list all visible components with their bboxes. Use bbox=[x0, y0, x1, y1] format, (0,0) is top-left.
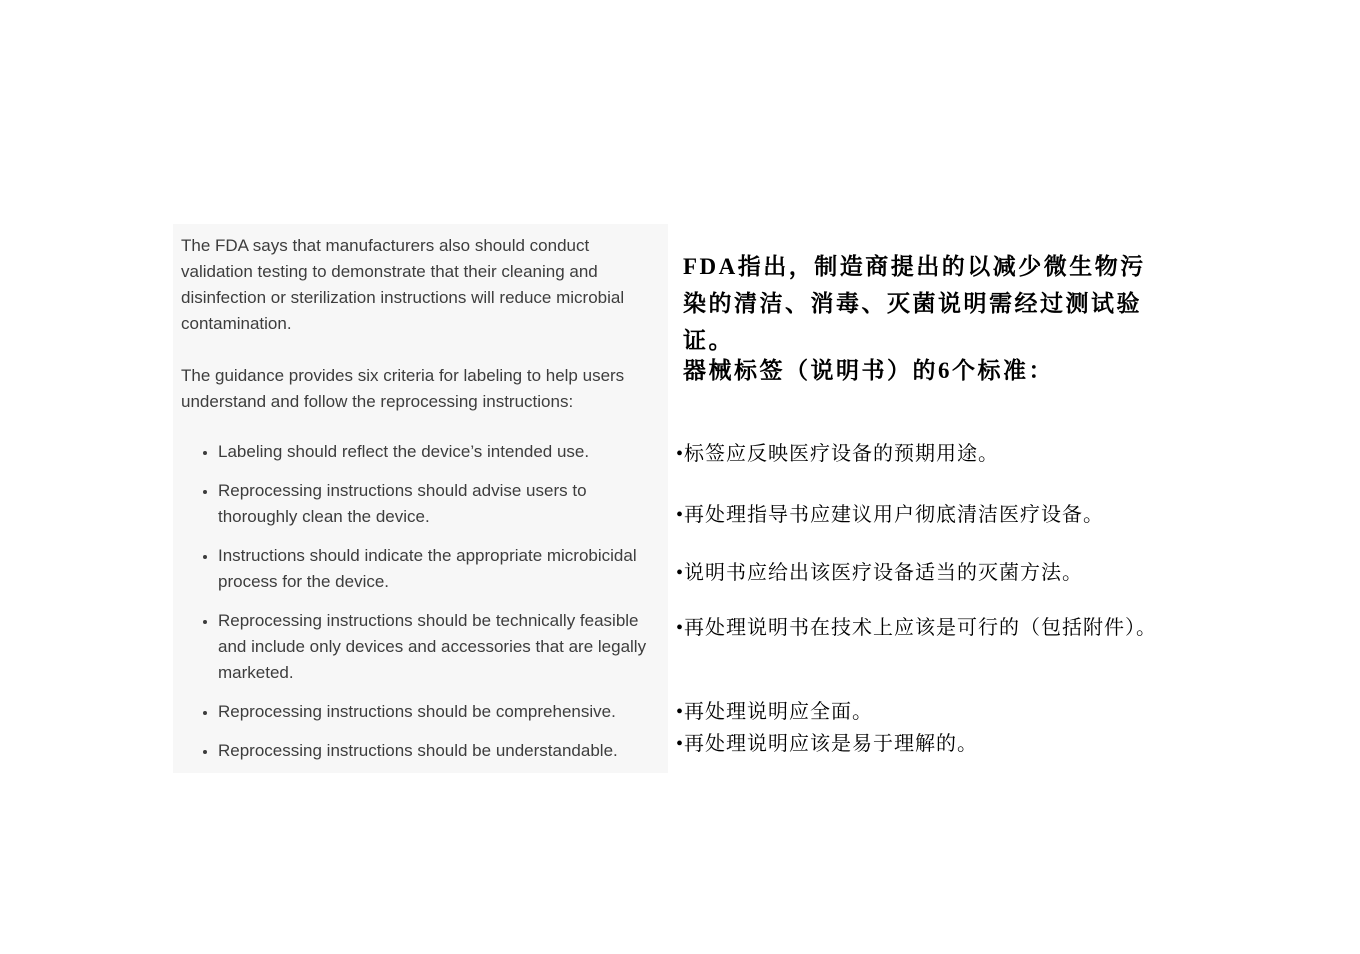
chinese-criteria-item-2: •再处理指导书应建议用户彻底清洁医疗设备。 bbox=[676, 504, 1105, 526]
chinese-criteria-item-1: •标签应反映医疗设备的预期用途。 bbox=[676, 443, 1000, 465]
english-paragraph-guidance: The guidance provides six criteria for labeling to help users understand and follow the reprocessing instructions: bbox=[181, 366, 625, 411]
chinese-criteria-item-4: •再处理说明书在技术上应该是可行的（包括附件）。 bbox=[676, 617, 1158, 639]
english-criteria-item-4: • Reprocessing instructions should be technically feasible and include only devices and accessories that are legally marketed. bbox=[218, 608, 658, 686]
english-paragraph-validation: The FDA says that manufacturers also should conduct validation testing to demonstrate that their cleaning and disinfection or sterilization instructions will reduce microbial contamination. bbox=[181, 236, 625, 333]
chinese-paragraph-validation: FDA指出，制造商提出的以减少微生物污染的清洁、消毒、灭菌说明需经过测试验证。 bbox=[683, 254, 1146, 353]
english-criteria-item-5: • Reprocessing instructions should be comprehensive. bbox=[218, 699, 658, 725]
english-text-panel bbox=[173, 224, 668, 773]
english-criteria-item-1: • Labeling should reflect the device’s intended use. bbox=[218, 439, 658, 465]
chinese-criteria-item-3: •说明书应给出该医疗设备适当的灭菌方法。 bbox=[676, 562, 1084, 584]
english-criteria-item-6: • Reprocessing instructions should be understandable. bbox=[218, 738, 658, 764]
chinese-criteria-item-6: •再处理说明应该是易于理解的。 bbox=[676, 733, 979, 755]
english-criteria-item-2: • Reprocessing instructions should advise users to thoroughly clean the device. bbox=[218, 478, 658, 530]
chinese-criteria-item-5: •再处理说明应全面。 bbox=[676, 701, 874, 723]
english-criteria-item-3: • Instructions should indicate the appropriate microbicidal process for the device. bbox=[218, 543, 658, 595]
chinese-criteria-heading: 器械标签（说明书）的6个标准： bbox=[683, 358, 1054, 383]
english-criteria-list bbox=[181, 439, 658, 764]
